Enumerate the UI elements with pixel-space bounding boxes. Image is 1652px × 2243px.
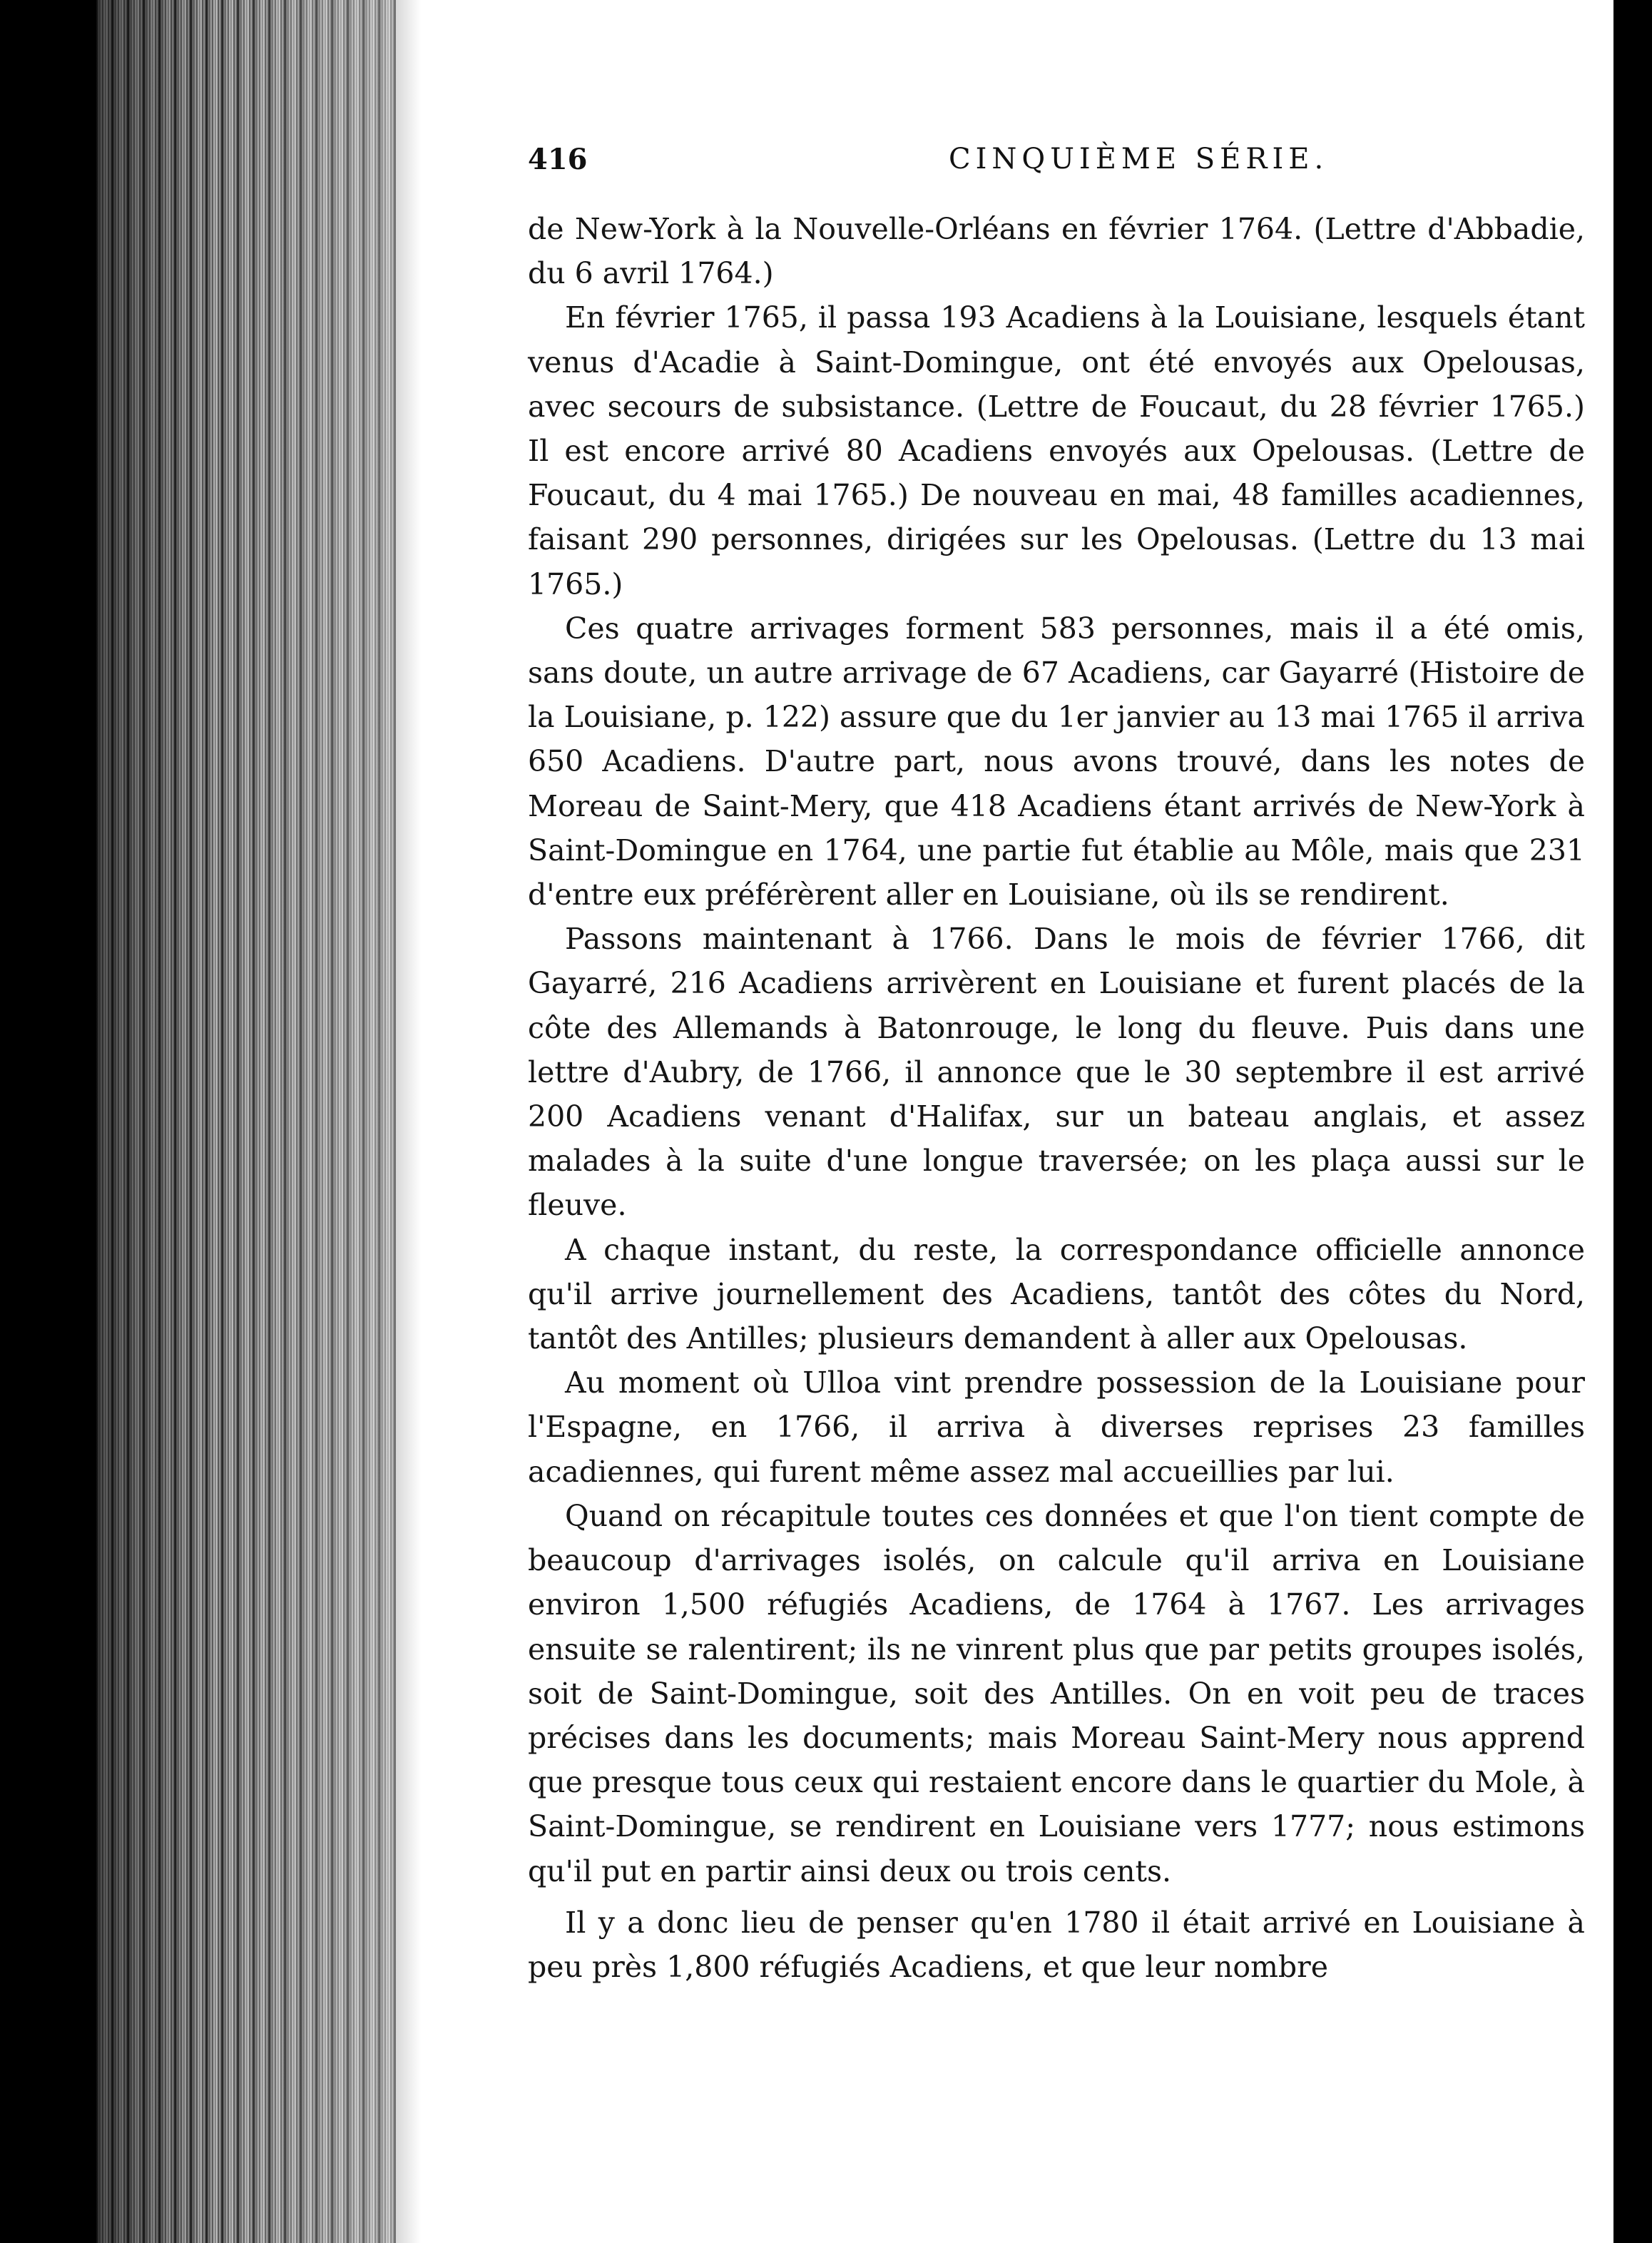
- paragraph-continuation: de New-York à la Nouvelle-Orléans en février 1764. (Lettre d'Abbadie, du 6 avril 1764.): [528, 212, 1585, 291]
- running-head: [528, 143, 1584, 185]
- paragraph-1766: Passons maintenant à 1766. Dans le mois de février 1766, dit Gayarré, 216 Acadiens arrivèrent en Louisiane et furent placés de la côte des Allemands à Batonrouge, le long du fleuve. Puis dans une lettre d'Aubry, de 1766, il annonce que le 30 septembre il est arrivé 200 Acadiens venant d'Halifax, sur un bateau anglais, et assez malades à la suite d'une longue traversée; on les plaça aussi sur le fleuve.: [528, 922, 1585, 1223]
- paragraph-four-arrivals: Ces quatre arrivages forment 583 personnes, mais il a été omis, sans doute, un autre arrivage de 67 Acadiens, car Gayarré (Histoire de la Louisiane, p. 122) assure que du 1er janvier au 13 mai 1765 il arriva 650 Acadiens. D'autre part, nous avons trouvé, dans les notes de Moreau de Saint-Mery, que 418 Acadiens étant arrivés de New-York à Saint-Domingue en 1764, une partie fut établie au Môle, mais que 231 d'entre eux préférèrent aller en Louisiane, où ils se rendirent.: [528, 611, 1585, 912]
- paragraph-recapitulation: Quand on récapitule toutes ces données et que l'on tient compte de beaucoup d'arrivages isolés, on calcule qu'il arriva en Louisiane environ 1,500 réfugiés Acadiens, de 1764 à 1767. Les arrivages ensuite se ralentirent; ils ne vinrent plus que par petits groupes isolés, soit de Saint-Domingue, soit des Antilles. On en voit peu de traces précises dans les documents; mais Moreau Saint-Mery nous apprend que presque tous ceux qui restaient encore dans le quartier du Mole, à Saint-Domingue, se rendirent en Louisiane vers 1777; nous estimons qu'il put en partir ainsi deux ou trois cents.: [528, 1498, 1585, 1888]
- paragraph-ulloa: Au moment où Ulloa vint prendre possession de la Louisiane pour l'Espagne, en 1766, il arriva à diverses reprises 23 familles acadiennes, qui furent même assez mal accueillies par lui.: [528, 1365, 1585, 1489]
- book-page: [421, 0, 1613, 2243]
- scan-border-right: [1613, 0, 1652, 2243]
- section-title: CINQUIÈME SÉRIE.: [949, 143, 1329, 176]
- book-page-edges: [96, 0, 396, 2243]
- scan-border-left: [0, 0, 96, 2243]
- paragraph-1780-estimate: Il y a donc lieu de penser qu'en 1780 il était arrivé en Louisiane à peu près 1,800 réfugiés Acadiens, et que leur nombre: [528, 1905, 1585, 1984]
- page-gutter: [396, 0, 421, 2243]
- page-number: 416: [528, 143, 588, 176]
- paragraph-february-1765: En février 1765, il passa 193 Acadiens à la Louisiane, lesquels étant venus d'Acadie à Saint-Domingue, ont été envoyés aux Opelousas, avec secours de subsistance. (Lettre de Foucaut, du 28 février 1765.) Il est encore arrivé 80 Acadiens envoyés aux Opelousas. (Lettre de Foucaut, du 4 mai 1765.) De nouveau en mai, 48 familles acadiennes, faisant 290 personnes, dirigées sur les Opelousas. (Lettre du 13 mai 1765.): [528, 300, 1585, 601]
- paragraph-correspondence: A chaque instant, du reste, la correspondance officielle annonce qu'il arrive journellement des Acadiens, tantôt des côtes du Nord, tantôt des Antilles; plusieurs demandent à aller aux Opelousas.: [528, 1232, 1585, 1356]
- body-text: [528, 207, 1585, 1989]
